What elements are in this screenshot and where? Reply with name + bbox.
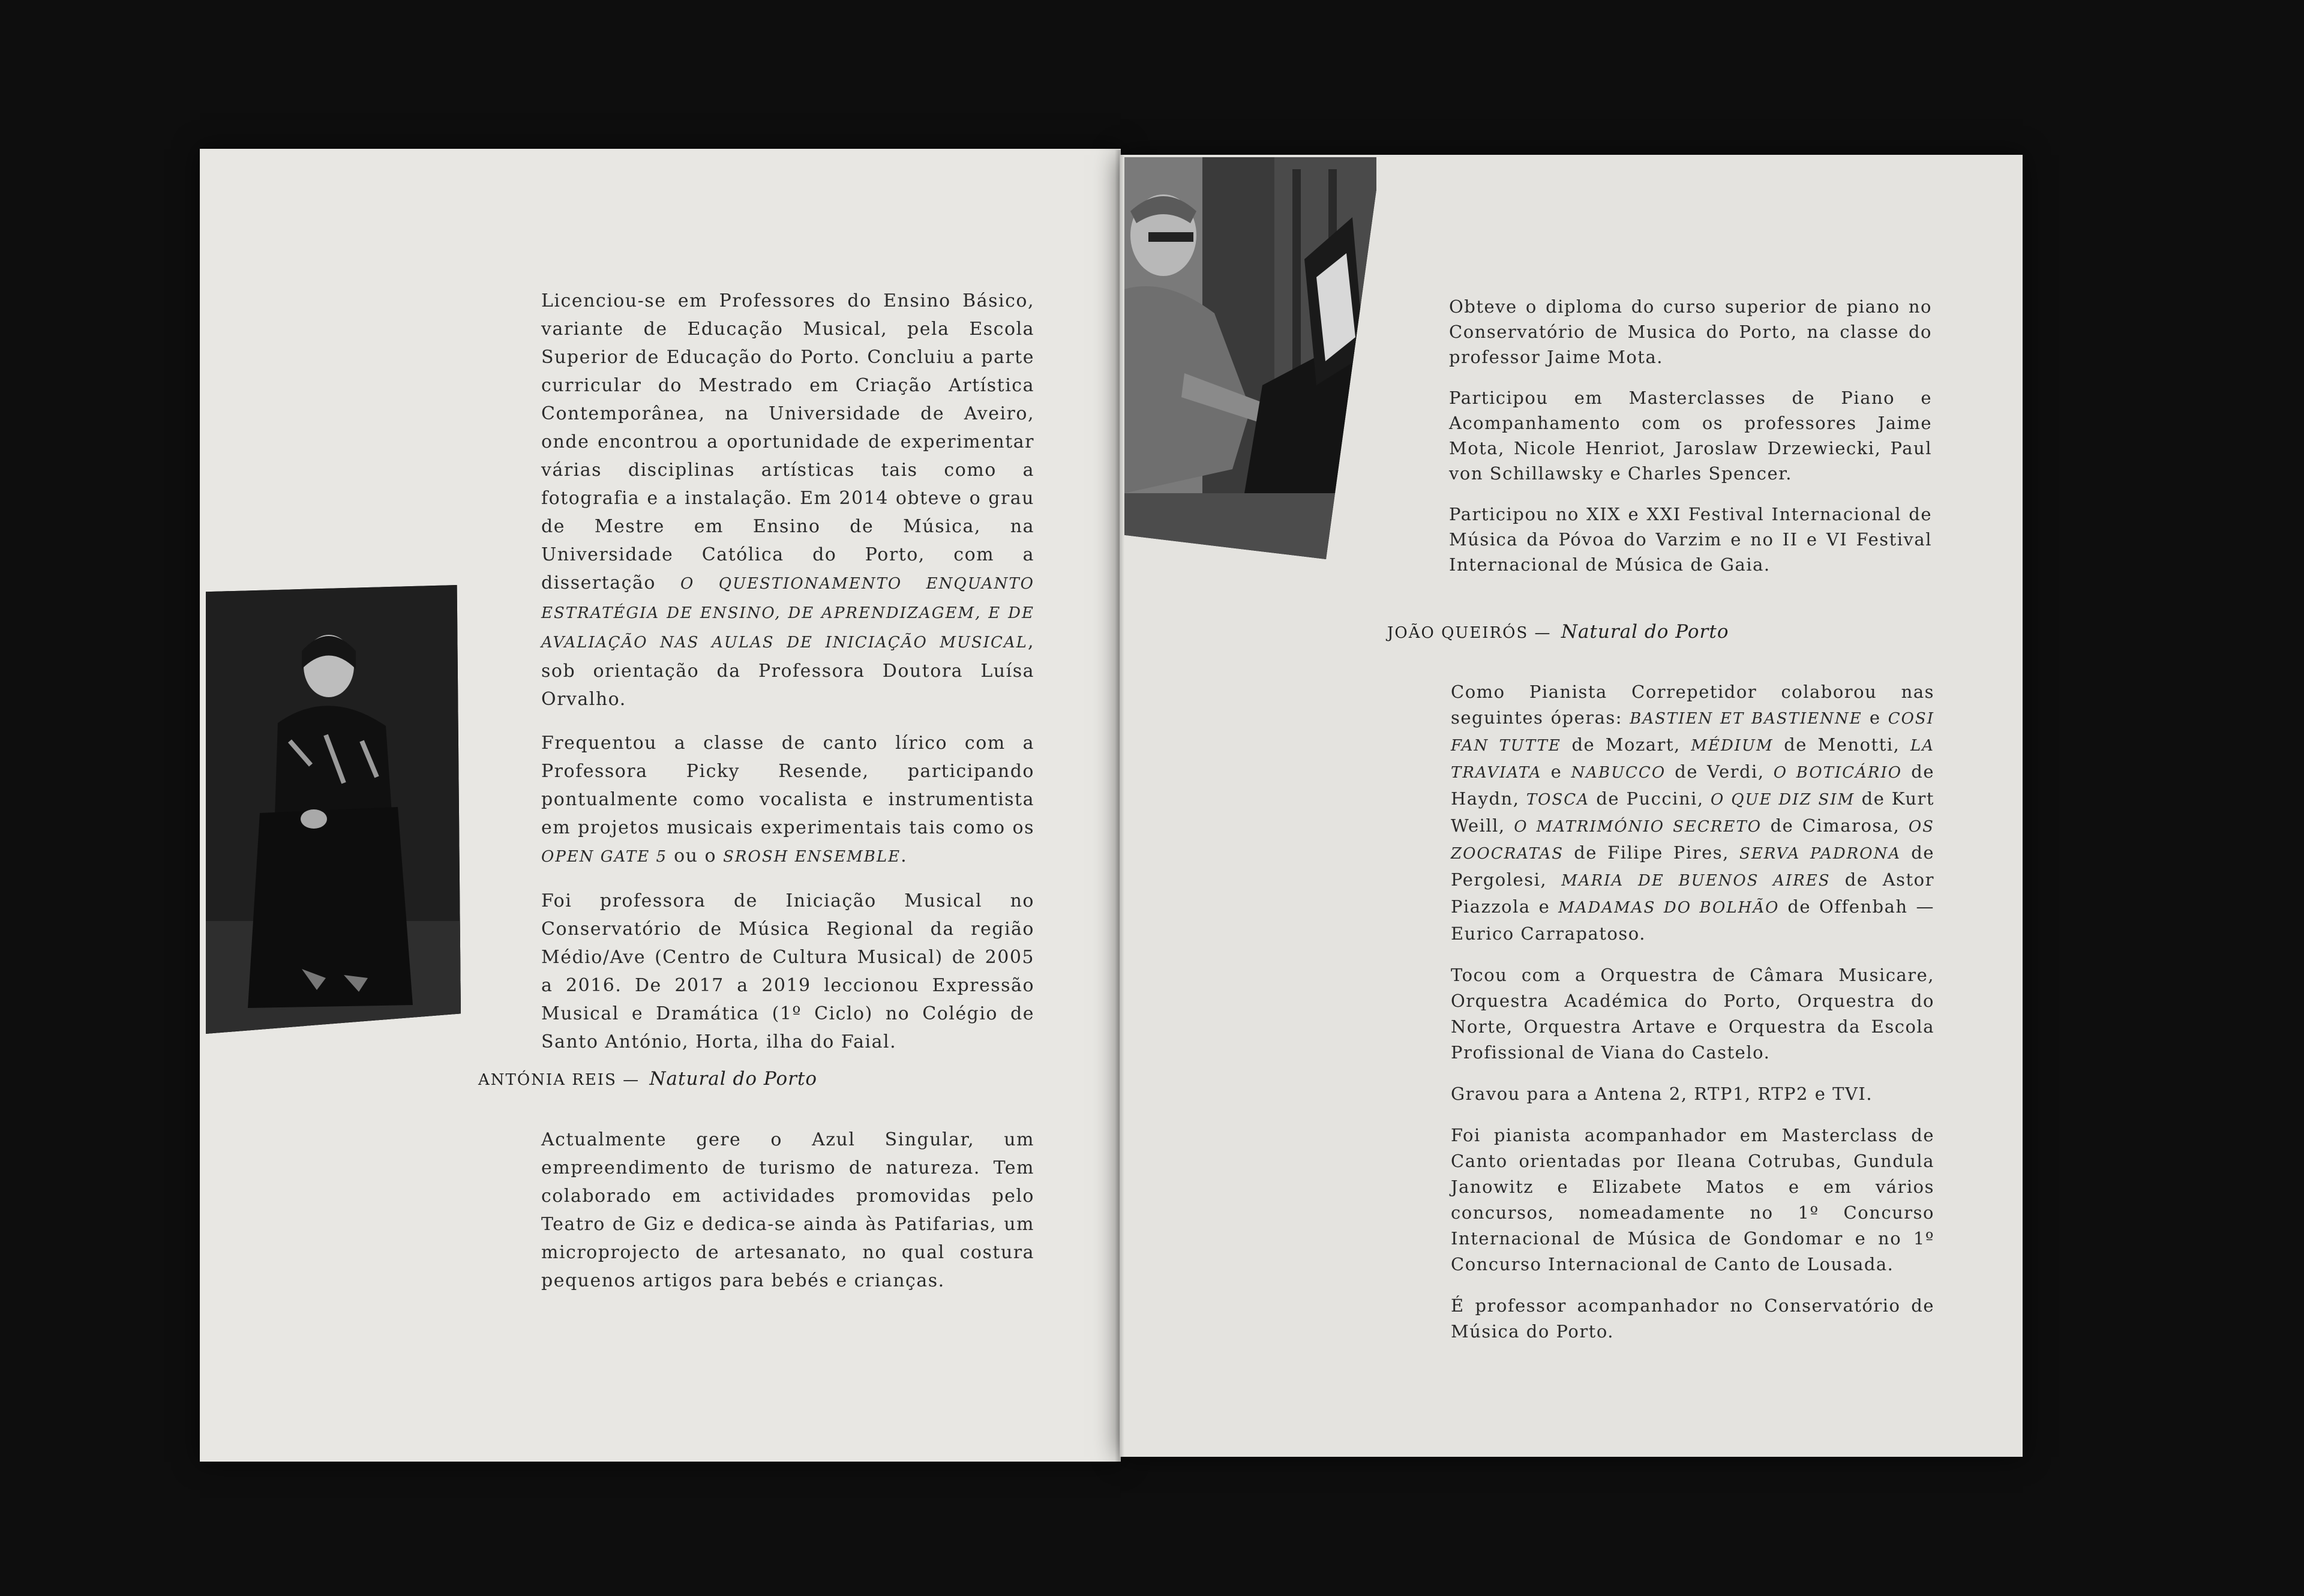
opera-title: MARIA DE BUENOS AIRES <box>1561 872 1831 890</box>
opera-title: TOSCA <box>1526 791 1589 809</box>
booklet-spine <box>1115 150 1124 1462</box>
portrait-photo-woman <box>206 585 461 1034</box>
bio-heading-joao <box>1387 621 1729 643</box>
bio-text-fragment: de Kurt Weill, <box>1451 788 1935 836</box>
person-origin: Natural do Porto <box>1561 621 1729 643</box>
person-origin: Natural do Porto <box>649 1068 818 1090</box>
bio-paragraph: É professor acompanhador no Conservatório de Música do Porto. <box>1451 1295 1934 1342</box>
bio-text-fragment: de Verdi, <box>1666 761 1774 782</box>
opera-title: COSI FAN TUTTE <box>1451 710 1934 755</box>
bio-text-right-1 <box>1449 294 1932 593</box>
bio-heading-antonia <box>478 1068 817 1090</box>
opera-title: MADAMAS DO BOLHÃO <box>1558 899 1780 917</box>
bio-paragraph-operas <box>1451 679 1934 947</box>
dissertation-title: O QUESTIONAMENTO ENQUANTO ESTRATÉGIA DE ENSINO, DE APRENDIZAGEM, E DE AVALIAÇÃO NAS AULAS DE INICIAÇÃO MUSICAL <box>541 575 1034 652</box>
bio-paragraph: Participou em Masterclasses de Piano e Acompanhamento com os professores Jaime Mota, Nicole Henriot, Jaroslaw Drzewiecki, Paul von Schillawsky e Charles Spencer. <box>1449 388 1932 484</box>
opera-title: O BOTICÁRIO <box>1773 764 1903 782</box>
bio-text-fragment: de Menotti, <box>1773 734 1910 755</box>
project-title: SROSH ENSEMBLE <box>723 848 901 866</box>
bio-paragraph: Obteve o diploma do curso superior de piano no Conservatório de Musica do Porto, na classe do professor Jaime Mota. <box>1449 296 1932 367</box>
bio-paragraph: Gravou para a Antena 2, RTP1, RTP2 e TVI. <box>1451 1084 1873 1104</box>
bio-text-fragment: de Haydn, <box>1451 761 1934 809</box>
bio-text-fragment: Como Pianista Correpetidor colaborou nas seguintes óperas: <box>1451 682 1934 728</box>
bio-paragraph: Foi professora de Iniciação Musical no Conservatório de Música Regional da região Médio/Ave (Centro de Cultura Musical) de 2005 a 2016. De 2017 a 2019 leccionou Expressão Musical e Dramática (1º Ciclo) no Colégio de Santo António, Horta, ilha do Faial. <box>541 890 1034 1052</box>
opera-title: BASTIEN ET BASTIENNE <box>1630 710 1862 728</box>
bio-text-fragment: de Astor Piazzola e <box>1451 869 1934 917</box>
bio-text-fragment: de Filipe Pires, <box>1564 842 1740 863</box>
bio-paragraph: Actualmente gere o Azul Singular, um empreendimento de turismo de natureza. Tem colaborado em actividades promovidas pelo Teatro de Giz e dedica-se ainda às Patifarias, um microprojecto de artesanato, no qual costura pequenos artigos para bebés e crianças. <box>541 1129 1034 1291</box>
bio-paragraph: Tocou com a Orquestra de Câmara Musicare, Orquestra Académica do Porto, Orquestra do Norte, Orquestra Artave e Orquestra da Escola Profissional de Viana do Castelo. <box>1451 965 1934 1063</box>
bio-text-fragment: de Offenbah — Eurico Carrapatoso. <box>1451 896 1934 944</box>
bio-text-fragment: e <box>1862 707 1888 728</box>
bio-paragraph: Frequentou a classe de canto lírico com a Professora Picky Resende, participando pontualmente como vocalista e instrumentista em projetos musicais experimentais tais como os OPEN GATE 5 ou o SROSH ENSEMBLE. <box>541 733 1034 866</box>
bio-paragraph: Foi pianista acompanhador em Masterclass de Canto orientadas por Ileana Cotrubas, Gundula Janowitz e Elizabete Matos e em vários concursos, nomeadamente no 1º Concurso Internacional de Música de Gondomar e no 1º Concurso Internacional de Canto de Lousada. <box>1451 1125 1934 1274</box>
heading-dash: — <box>1534 624 1552 642</box>
bio-text-right-2 <box>1451 679 1934 1360</box>
bio-paragraph: Licenciou-se em Professores do Ensino Básico, variante de Educação Musical, pela Escola Superior de Educação do Porto. Concluiu a parte curricular do Mestrado em Criação Artística Contemporânea, na Universidade de Aveiro, onde encontrou a oportunidade de experimentar várias disciplinas artísticas tais como a fotografia e a instalação. Em 2014 obteve o grau de Mestre em Ensino de Música, na Universidade Católica do Porto, com a dissertação O QUESTIONAMENTO ENQUANTO ESTRATÉGIA DE ENSINO, DE APRENDIZAGEM, E DE AVALIAÇÃO NAS AULAS DE INICIAÇÃO MUSICAL, sob orientação da Professora Doutora Luísa Orvalho. <box>541 290 1034 710</box>
heading-dash: — <box>623 1071 640 1089</box>
bio-text-left-1 <box>541 287 1034 1072</box>
opera-title: LA TRAVIATA <box>1451 737 1934 782</box>
bio-paragraph: Participou no XIX e XXI Festival Internacional de Música da Póvoa do Varzim e no II e VI Festival Internacional de Música de Gaia. <box>1449 504 1932 575</box>
bio-text-fragment: de Pergolesi, <box>1451 842 1935 890</box>
bio-text-fragment: de Mozart, <box>1561 734 1691 755</box>
opera-title: MÉDIUM <box>1691 737 1774 755</box>
opera-title: NABUCCO <box>1571 764 1666 782</box>
person-name: ANTÓNIA REIS <box>478 1071 617 1089</box>
opera-title: O MATRIMÓNIO SECRETO <box>1514 818 1762 836</box>
bio-text-fragment: e <box>1541 761 1571 782</box>
bio-text-fragment: de Cimarosa, <box>1762 815 1909 836</box>
opera-title: O QUE DIZ SIM <box>1711 791 1855 809</box>
project-title: OPEN GATE 5 <box>541 848 668 866</box>
bio-text-left-2 <box>541 1126 1034 1310</box>
opera-title: OS ZOOCRATAS <box>1451 818 1934 863</box>
opera-title: SERVA PADRONA <box>1739 845 1901 863</box>
bio-text-fragment: de Puccini, <box>1589 788 1711 809</box>
person-name: JOÃO QUEIRÓS <box>1387 624 1529 642</box>
